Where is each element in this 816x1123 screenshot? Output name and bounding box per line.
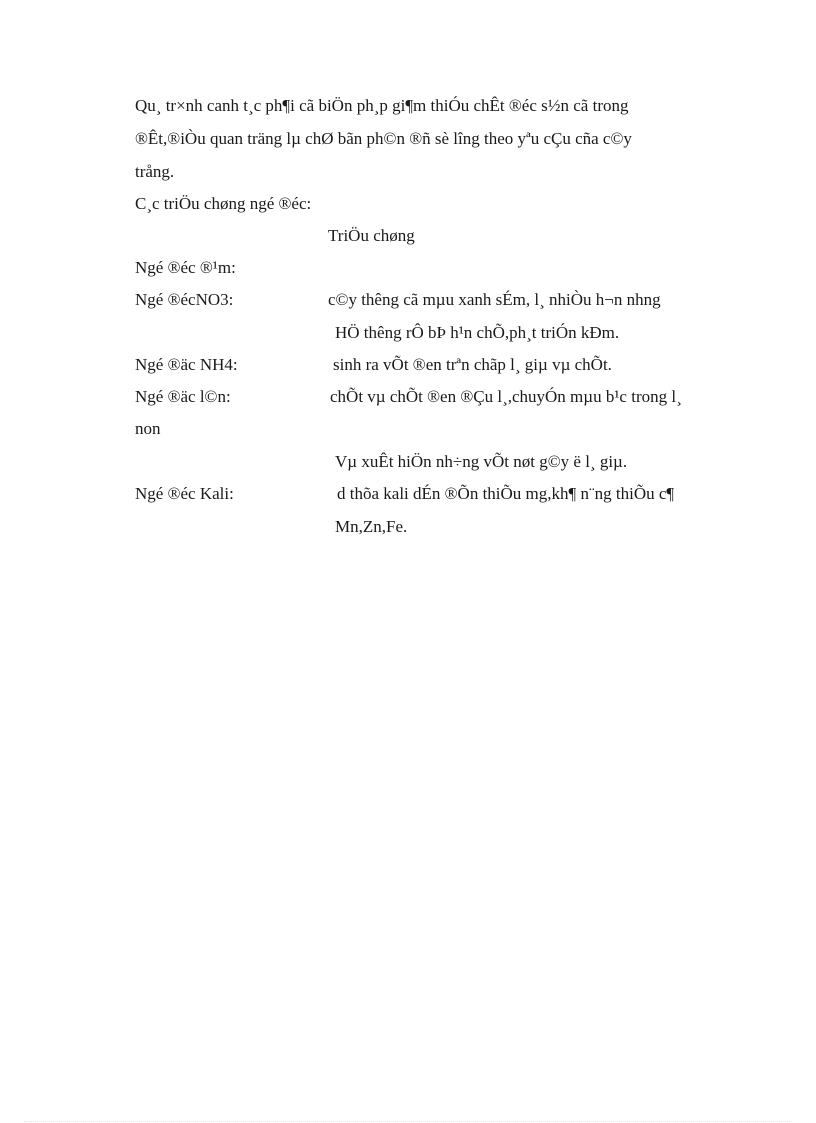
row-label-nh4: Ngé ®äc NH4: bbox=[135, 355, 238, 374]
row-symptom-nh4-1: sinh ra vÕt ®en trªn chãp l¸ giµ vµ chÕt. bbox=[333, 355, 612, 374]
intro-line-2: ®Êt,®iÒu quan träng lµ chØ bãn ph©n ®ñ sè lîng theo yªu cÇu cña c©y bbox=[135, 129, 632, 148]
row-symptom-lan-2: non bbox=[135, 419, 161, 438]
row-symptom-no3-1: c©y thêng cã mµu xanh sÉm, l¸ nhiÒu h¬n nhng bbox=[328, 290, 661, 309]
section-heading: C¸c triÖu chøng ngé ®éc: bbox=[135, 194, 312, 213]
row-symptom-kali-2: Mn,Zn,Fe. bbox=[335, 517, 408, 536]
row-label-lan: Ngé ®äc l©n: bbox=[135, 387, 231, 406]
intro-line-3: trång. bbox=[135, 162, 175, 181]
row-symptom-kali-1: d thõa kali dÉn ®Õn thiÕu mg,kh¶ n¨ng thiÕu c¶ bbox=[337, 484, 675, 503]
row-label-no3: Ngé ®écNO3: bbox=[135, 290, 234, 309]
row-symptom-lan-1: chÕt vµ chÕt ®en ®Çu l¸,chuyÓn mµu b¹c trong l¸ bbox=[330, 387, 682, 406]
page-bottom-rule bbox=[24, 1121, 792, 1122]
row-label-kali: Ngé ®éc Kali: bbox=[135, 484, 234, 503]
intro-line-1: Qu¸ tr×nh canh t¸c ph¶i cã biÖn ph¸p gi¶m thiÓu chÊt ®éc s½n cã trong bbox=[135, 96, 629, 115]
row-symptom-no3-2: HÖ thêng rÔ bÞ h¹n chÕ,ph¸t triÓn kÐm. bbox=[335, 323, 620, 342]
column-header: TriÖu chøng bbox=[328, 226, 415, 245]
row-label-dam: Ngé ®éc ®¹m: bbox=[135, 258, 236, 277]
row-symptom-lan-3: Vµ xuÊt hiÖn nh÷ng vÕt nøt g©y ë l¸ giµ. bbox=[335, 452, 628, 471]
